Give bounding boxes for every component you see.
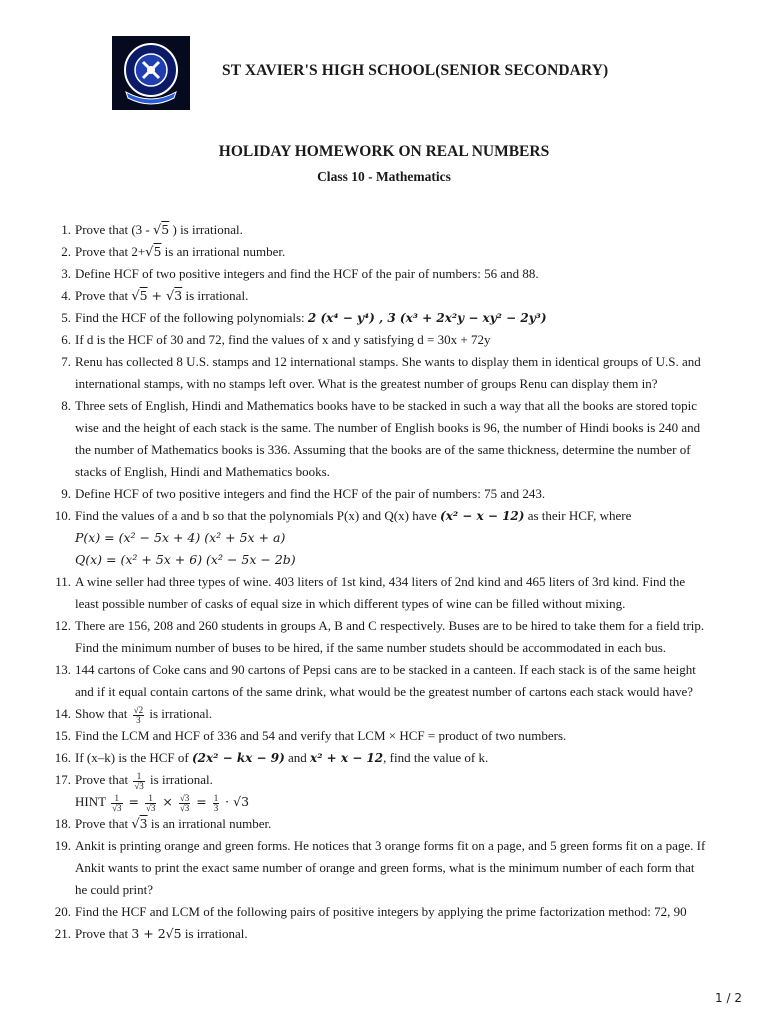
question-item: 8. Three sets of English, Hindi and Mathematics books have to be stacked in such a way that all the books are stored topic wise and the height of each stack is the same. The number of English books is 96, the number of Hindi books is 240 and the number of Mathematics books is 336. Assuming that the books are of the same thickness, determine the number of stacks of English, Hindi and Mathematics books. <box>0 395 768 483</box>
question-number: 1. <box>61 222 71 237</box>
page-number: 1 / 2 <box>715 991 742 1005</box>
question-item: 15. Find the LCM and HCF of 336 and 54 and verify that LCM × HCF = product of two numbers. <box>0 725 768 747</box>
question-item: 13. 144 cartons of Coke cans and 90 cartons of Pepsi cans are to be stacked in a canteen. If each stack is of the same height and if it equal contain cartons of the same drink, what would be the greatest number of cartons each stack would have? <box>0 659 768 703</box>
question-item: 4. Prove that √5 + √3 is irrational. <box>0 285 768 307</box>
question-number: 9. <box>61 486 71 501</box>
question-item: 21. Prove that 3 + 2√5 is irrational. <box>0 923 768 945</box>
question-number: 7. <box>61 354 71 369</box>
question-number: 8. <box>61 398 71 413</box>
question-item: 9. Define HCF of two positive integers and find the HCF of the pair of numbers: 75 and 243. <box>0 483 768 505</box>
question-number: 3. <box>61 266 71 281</box>
question-item: 11. A wine seller had three types of wine. 403 liters of 1st kind, 434 liters of 2nd kind and 465 liters of 3rd kind. Find the least possible number of casks of equal size in which different types of wine can be filled without mixing. <box>0 571 768 615</box>
question-item: 10. Find the values of a and b so that the polynomials P(x) and Q(x) have (x² − x − 12) as their HCF, where P(x) = (x² − 5x + 4) (x² + 5x + a) Q(x) = (x² + 5x + 6) (x² − 5x − 2b) <box>0 505 768 571</box>
question-number: 20. <box>54 904 71 919</box>
question-item: 16. If (x–k) is the HCF of (2x² − kx − 9) and x² + x − 12, find the value of k. <box>0 747 768 769</box>
question-item: 20. Find the HCF and LCM of the following pairs of positive integers by applying the prime factorization method: 72, 90 <box>0 901 768 923</box>
question-number: 21. <box>54 926 71 941</box>
question-item: 6. If d is the HCF of 30 and 72, find the values of x and y satisfying d = 30x + 72y <box>0 329 768 351</box>
hint-line: HINT $\frac{1}{√3}$ = $\frac{1}{√3}$ × $\frac{√3}{√3}$ = $\frac{1}{3}$ · √3 <box>75 792 250 813</box>
school-name: ST XAVIER'S HIGH SCHOOL(SENIOR SECONDARY) <box>222 62 609 79</box>
question-number: 11. <box>55 574 71 589</box>
question-number: 2. <box>61 244 71 259</box>
question-item: 5. Find the HCF of the following polynomials: 2 (x⁴ − y⁴) , 3 (x³ + 2x²y − xy² − 2y³) <box>0 307 768 329</box>
question-item: 2. Prove that 2+√5 is an irrational number. <box>0 241 768 263</box>
question-number: 19. <box>54 838 71 853</box>
question-list <box>0 219 768 945</box>
question-number: 13. <box>54 662 71 677</box>
question-item: 12. There are 156, 208 and 260 students in groups A, B and C respectively. Buses are to be hired to take them for a field trip. Find the minimum number of buses to be hired, if the same number studets should be accommodated in each bus. <box>0 615 768 659</box>
question-number: 16. <box>54 750 71 765</box>
question-number: 14. <box>54 706 71 721</box>
question-number: 12. <box>54 618 71 633</box>
question-item: 17. Prove that $\frac{1}{√3}$ is irrational. HINT $\frac{1}{√3}$ = $\frac{1}{√3}$ × $\frac{√3}{√3}$ = $\frac{1}{3}$ · √3 <box>0 769 768 813</box>
question-number: 15. <box>54 728 71 743</box>
question-item: 19. Ankit is printing orange and green forms. He notices that 3 orange forms fit on a page, and 5 green forms fit on a page. If Ankit wants to print the exact same number of orange and green forms, what is the minimum number of each form that he could print? <box>0 835 768 901</box>
question-number: 6. <box>61 332 71 347</box>
question-number: 17. <box>54 772 71 787</box>
question-item: 14. Show that $\frac{√2}{3}$ is irrational. <box>0 703 768 725</box>
question-item: 7. Renu has collected 8 U.S. stamps and 12 international stamps. She wants to display them in identical groups of U.S. and international stamps, with no stamps left over. What is the greatest number of groups Renu can display them in? <box>0 351 768 395</box>
school-logo <box>112 36 190 110</box>
question-item: 1. Prove that (3 - √5 ) is irrational. <box>0 219 768 241</box>
question-number: 5. <box>61 310 71 325</box>
question-number: 18. <box>54 816 71 831</box>
question-number: 4. <box>61 288 71 303</box>
page-title: HOLIDAY HOMEWORK ON REAL NUMBERS <box>218 143 550 160</box>
question-item: 18. Prove that √3 is an irrational number. <box>0 813 768 835</box>
question-number: 10. <box>54 508 71 523</box>
page-subtitle: Class 10 - Mathematics <box>317 169 451 184</box>
question-item: 3. Define HCF of two positive integers and find the HCF of the pair of numbers: 56 and 88. <box>0 263 768 285</box>
